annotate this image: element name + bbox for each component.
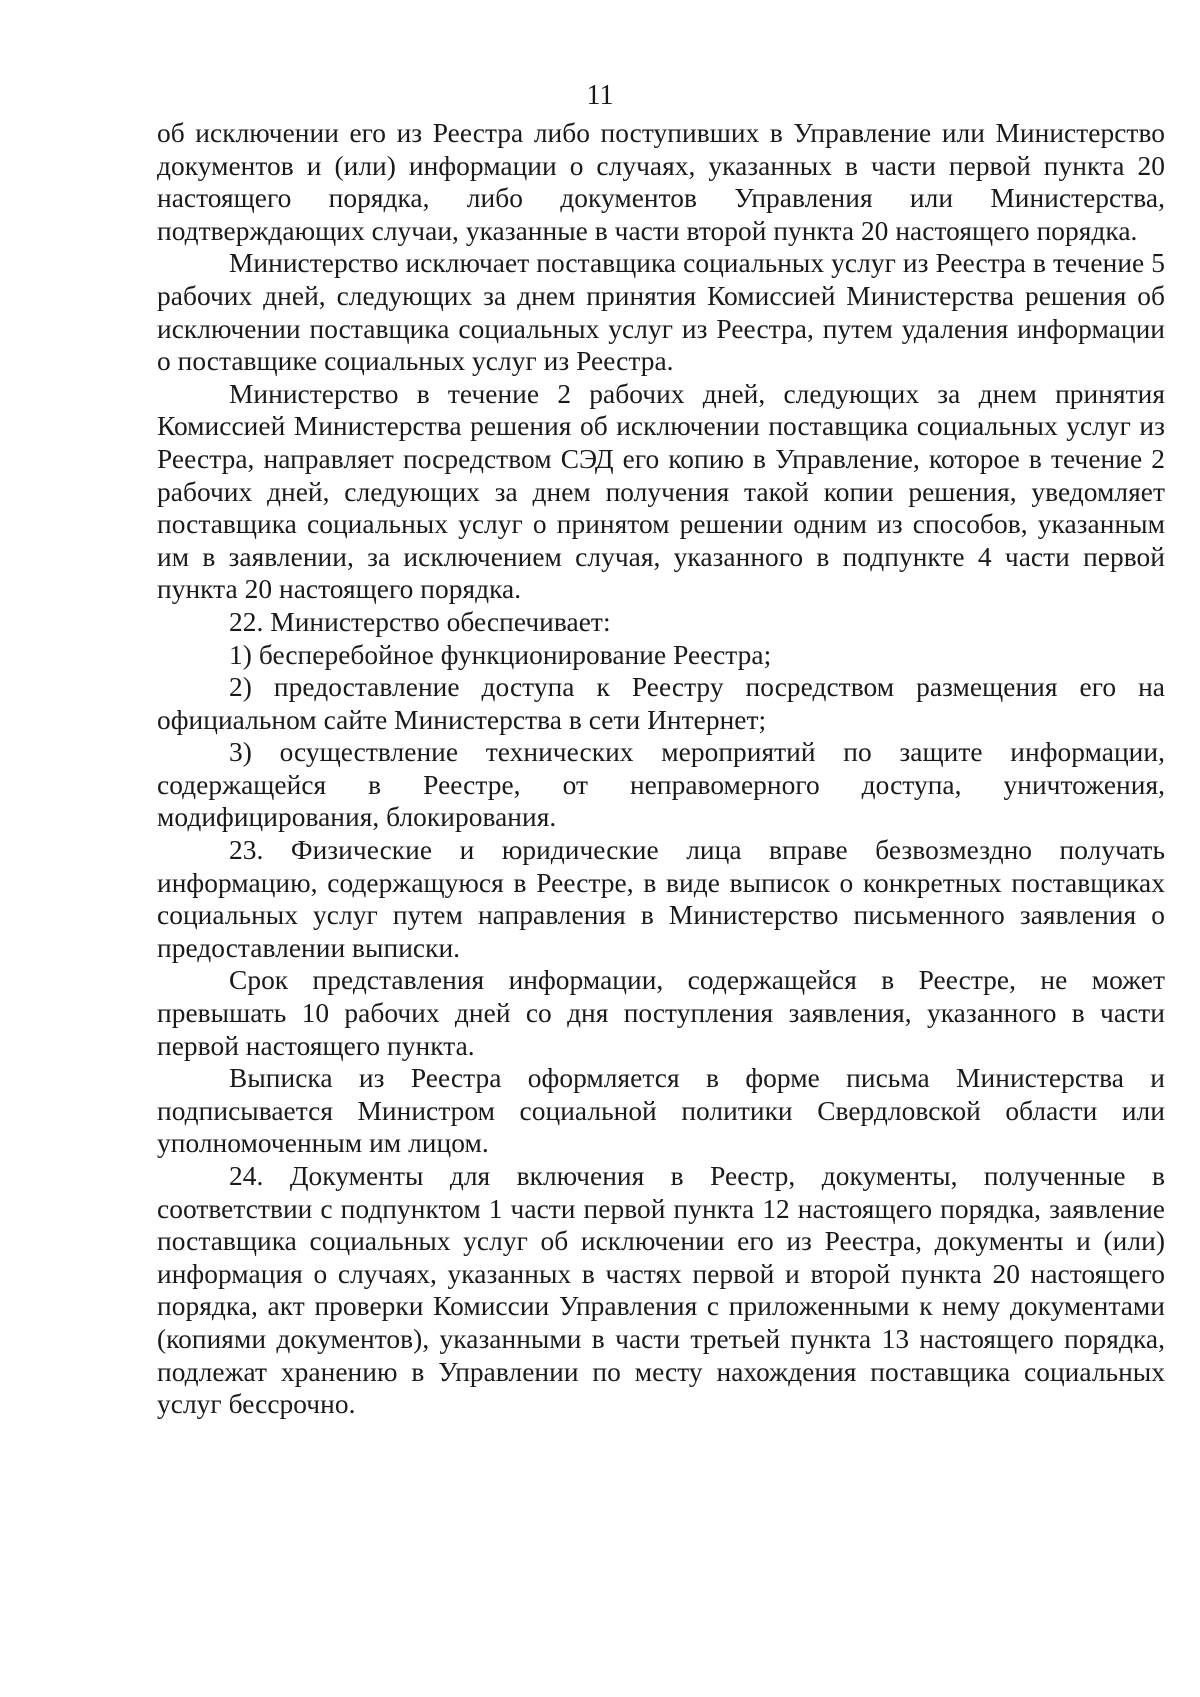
list-item: 2) предоставление доступа к Реестру посредством размещения его на официальном сайте Министерства в сети Интернет; — [157, 672, 1165, 735]
paragraph: Выписка из Реестра оформляется в форме письма Министерства и подписывается Министром социальной политики Свердловской области или уполномоченным им лицом. — [157, 1063, 1165, 1159]
section-paragraph-23: 23. Физические и юридические лица вправе безвозмездно получать информацию, содержащуюся в Реестре, в виде выписок о конкретных поставщиках социальных услуг путем направления в Министерство письменного заявления о предоставлении выписки. — [157, 835, 1165, 963]
section-paragraph-24: 24. Документы для включения в Реестр, документы, полученные в соответствии с подпунктом 1 части первой пункта 12 настоящего порядка, заявление поставщика социальных услуг об исключении его из Реестра, документы и (или) информация о случаях, указанных в частях первой и второй пункта 20 настоящего порядка, акт проверки Комиссии Управления с приложенными к нему документами (копиями документов), указанными в части третьей пункта 13 настоящего порядка, подлежат хранению в Управлении по месту нахождения поставщика социальных услуг бессрочно. — [157, 1161, 1165, 1420]
list-item: 3) осуществление технических мероприятий по защите информации, содержащейся в Реестре, от неправомерного доступа, уничтожения, модифицирования, блокирования. — [157, 737, 1165, 833]
list-item: 1) бесперебойное функционирование Реестра; — [229, 639, 772, 670]
page-number: 11 — [586, 80, 614, 111]
paragraph: Срок представления информации, содержащейся в Реестре, не может превышать 10 рабочих дней со дня поступления заявления, указанного в части первой настоящего пункта. — [157, 965, 1165, 1061]
section-heading-22: 22. Министерство обеспечивает: — [229, 606, 611, 637]
paragraph: Министерство исключает поставщика социальных услуг из Реестра в течение 5 рабочих дней, следующих за днем принятия Комиссией Министерства решения об исключении поставщика социальных услуг из Реестра, путем удаления информации о поставщике социальных услуг из Реестра. — [157, 248, 1165, 377]
document-body — [157, 117, 1165, 1421]
paragraph: об исключении его из Реестра либо поступивших в Управление или Министерство документов и (или) информации о случаях, указанных в части первой пункта 20 настоящего порядка, либо документов Управления или Министерства, подтверждающих случаи, указанные в части второй пункта 20 настоящего порядка. — [157, 118, 1165, 246]
paragraph: Министерство в течение 2 рабочих дней, следующих за днем принятия Комиссией Министерства решения об исключении поставщика социальных услуг из Реестра, направляет посредством СЭД его копию в Управление, которое в течение 2 рабочих дней, следующих за днем получения такой копии решения, уведомляет поставщика социальных услуг о принятом решении одним из способов, указанным им в заявлении, за исключением случая, указанного в подпункте 4 части первой пункта 20 настоящего порядка. — [157, 378, 1165, 605]
